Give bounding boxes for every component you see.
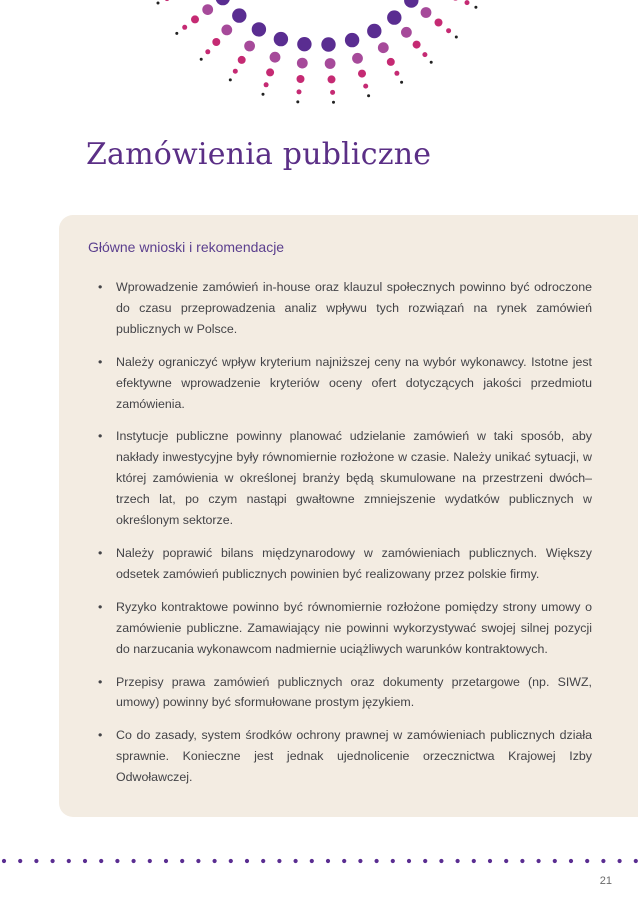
footer-dot-divider [0,853,638,869]
decorative-dot [387,10,401,24]
decorative-dot [191,15,199,23]
decorative-dot [233,69,238,74]
divider-dot [391,859,395,863]
divider-dot [407,859,411,863]
divider-dot [439,859,443,863]
bullet-icon: • [98,728,103,743]
decorative-dot [455,36,458,39]
bullet-icon: • [98,674,103,689]
decorative-dot [367,94,370,97]
divider-dot [342,859,346,863]
divider-dot [34,859,38,863]
decorative-dot [296,100,299,103]
decorative-dot [232,8,246,22]
decorative-dot [465,0,470,5]
decorative-dot [446,28,451,33]
decorative-dot [238,56,246,64]
divider-dot [326,859,330,863]
list-item-text: Wprowadzenie zamówień in-house oraz klauzul społecznych powinno być odroczone do czasu przeprowadzenia analiz wpływu tych rozwiązań na rynek zamówień publicznych w Polsce. [116,280,592,336]
list-item-text: Należy poprawić bilans międzynarodowy w zamówieniach publicznych. Większy odsetek zamówień publicznych powinien być realizowany przez polskie firmy. [116,545,592,581]
decorative-dot [182,25,187,30]
decorative-dot [266,68,274,76]
divider-dot [601,859,605,863]
decorative-dot [328,75,336,83]
bullet-icon: • [98,545,103,560]
decorative-dot [367,24,381,38]
divider-dot [132,859,136,863]
divider-dot [51,859,55,863]
decorative-dot [474,6,477,9]
divider-dot [196,859,200,863]
decorative-dot [332,101,335,104]
divider-dot [456,859,460,863]
divider-dot [310,859,314,863]
divider-dot [277,859,281,863]
divider-dot [472,859,476,863]
list-item-text: Należy ograniczyć wpływ kryterium najniższej ceny na wybór wykonawcy. Istotne jest efektywne wprowadzenie kryteriów oceny ofert dotyczących jakości przedmiotu zamówienia. [116,354,592,411]
divider-dot [585,859,589,863]
divider-dot [569,859,573,863]
bullet-icon: • [98,354,103,369]
decorative-dot [435,19,443,27]
divider-dot [618,859,622,863]
decorative-dot [401,27,412,38]
decorative-dot [363,84,368,89]
decorative-dot [413,41,421,49]
decorative-dot [297,37,311,51]
decorative-dot [297,75,305,83]
decorative-dot [270,52,281,63]
divider-dot [520,859,524,863]
divider-dot [537,859,541,863]
divider-dot [261,859,265,863]
decorative-dot [325,58,336,69]
list-item [96,597,592,660]
recommendations-list [96,277,592,800]
page-number: 21 [599,875,612,887]
decorative-dot [244,41,255,52]
decorative-dot [216,0,230,5]
list-item [96,426,592,531]
divider-dot [83,859,87,863]
decorative-dot [175,32,178,35]
divider-dot [504,859,508,863]
divider-dot [375,859,379,863]
list-item-text: Co do zasady, system środków ochrony prawnej w zamówieniach publicznych działa sprawnie. Konieczne jest jednak ujednolicenie orzecznictwa Krajowej Izby Odwoławczej. [116,728,592,785]
divider-dot [115,859,119,863]
page-title: Zamówienia publiczne [86,137,432,172]
decorative-dot [358,70,366,78]
decorative-dot [262,93,265,96]
decorative-dot [200,58,203,61]
decorative-dot [352,53,363,64]
decorative-dot [421,7,432,18]
divider-dot [553,859,557,863]
divider-dot [180,859,184,863]
decorative-dot [430,61,433,64]
divider-dot [99,859,103,863]
divider-dot [229,859,233,863]
divider-dot [245,859,249,863]
list-item [96,672,592,714]
list-item-text: Instytucje publiczne powinny planować udzielanie zamówień w taki sposób, aby nakłady inwestycyjne były równomiernie rozłożone w czasie. Należy unikać sytuacji, w której zamówienia w określonej branży będą skumulowane na przestrzeni dwóch–trzech lat, po czym nastąpi gwałtowne zmniejszenie wydatków publicznych w określonym sektorze. [116,429,592,528]
decorative-dot-arc [0,0,638,115]
decorative-dot [252,22,266,36]
decorative-dot [157,2,160,5]
decorative-dot [202,4,213,15]
divider-dot [213,859,217,863]
decorative-dot [378,42,389,53]
list-item [96,725,592,788]
bullet-icon: • [98,599,103,614]
decorative-dot [387,58,395,66]
divider-dot [2,859,6,863]
list-item [96,277,592,340]
decorative-dot [297,58,308,69]
list-item-text: Ryzyko kontraktowe powinno być równomiernie rozłożone pomiędzy strony umowy o zamówienie publiczne. Zamawiający nie powinni wykorzystywać swojej silnej pozycji do narzucania wykonawcom nadmiernie uciążliwych warunków kontraktowych. [116,599,592,656]
bullet-icon: • [98,280,103,294]
divider-dot [423,859,427,863]
decorative-dot [422,52,427,57]
bullet-icon: • [98,429,103,444]
decorative-dot [274,32,288,46]
divider-dot [67,859,71,863]
divider-dot [164,859,168,863]
decorative-dot [205,49,210,54]
divider-dot [358,859,362,863]
decorative-dot [297,89,302,94]
list-item [96,543,592,585]
decorative-dot [212,38,220,46]
divider-dot [488,859,492,863]
divider-dot [148,859,152,863]
decorative-dot [400,81,403,84]
decorative-dot [165,0,170,1]
decorative-dot [229,78,232,81]
divider-dot [294,859,298,863]
decorative-dot [452,0,460,1]
decorative-dot [404,0,418,8]
decorative-dot [221,25,232,36]
decorative-dot [264,82,269,87]
decorative-dot [330,90,335,95]
decorative-dot [345,33,359,47]
divider-dot [634,859,638,863]
decorative-dot [321,37,335,51]
divider-dot [18,859,22,863]
list-item-text: Przepisy prawa zamówień publicznych oraz dokumenty przetargowe (np. SIWZ, umowy) powinny być sformułowane prostym językiem. [116,674,592,710]
section-subtitle: Główne wnioski i rekomendacje [88,239,285,255]
decorative-dot [394,71,399,76]
list-item [96,352,592,415]
